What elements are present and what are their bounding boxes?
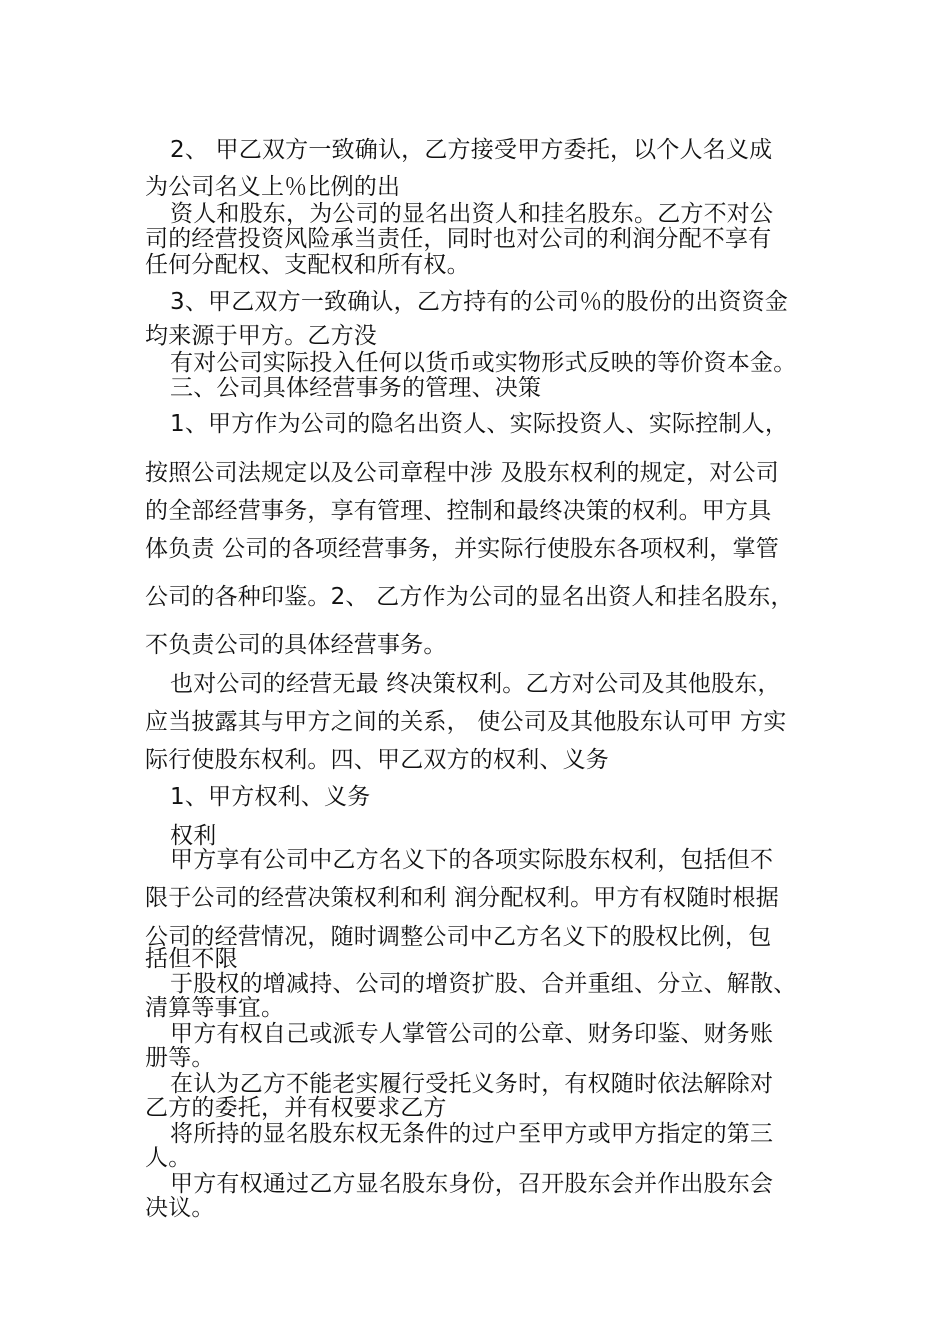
text-line: 权利 [170, 823, 217, 849]
text-line: 册等。 [145, 1045, 215, 1071]
text-line: 1、甲方权利、义务 [170, 784, 371, 810]
text-line: 也对公司的经营无最 终决策权利。乙方对公司及其他股东， [170, 671, 781, 697]
text-line: 不负责公司的具体经营事务。 [145, 632, 447, 658]
text-line: 均来源于甲方。乙方没 [145, 323, 377, 349]
text-line: 甲方有权通过乙方显名股东身份，召开股东会并作出股东会 [170, 1171, 774, 1197]
text-line: 甲方有权自己或派专人掌管公司的公章、财务印鉴、财务账 [170, 1021, 774, 1047]
text-line: 1、甲方作为公司的隐名出资人、实际投资人、实际控制人， [170, 411, 789, 437]
text-line: 体负责 公司的各项经营事务，并实际行使股东各项权利，掌管 [145, 536, 779, 562]
text-line: 公司的经营情况，随时调整公司中乙方名义下的股权比例，包 [145, 924, 772, 950]
text-line: 的全部经营事务，享有管理、控制和最终决策的权利。甲方具 [145, 498, 772, 524]
text-line: 在认为乙方不能老实履行受托义务时，有权随时依法解除对 [170, 1071, 774, 1097]
text-line: 2、 甲乙双方一致确认，乙方接受甲方委托，以个人名义成 [170, 137, 773, 163]
text-line: 人。 [145, 1145, 192, 1171]
section-heading: 三、公司具体经营事务的管理、决策 [170, 375, 542, 401]
text-line: 决议。 [145, 1195, 215, 1221]
text-line: 按照公司法规定以及公司章程中涉 及股东权利的规定，对公司 [145, 460, 779, 486]
text-line: 资人和股东，为公司的显名出资人和挂名股东。乙方不对公 [170, 201, 774, 227]
text-line: 限于公司的经营决策权利和利 润分配权利。甲方有权随时根据 [145, 885, 779, 911]
text-line: 为公司名义上％比例的出 [145, 174, 401, 200]
text-line: 3、甲乙双方一致确认，乙方持有的公司％的股份的出资资金 [170, 289, 789, 315]
text-line: 将所持的显名股东权无条件的过户至甲方或甲方指定的第三 [170, 1121, 774, 1147]
text-line: 际行使股东权利。四、甲乙双方的权利、义务 [145, 747, 609, 773]
text-line: 乙方的委托，并有权要求乙方 [145, 1095, 447, 1121]
text-line: 公司的各种印鉴。2、 乙方作为公司的显名出资人和挂名股东， [145, 584, 794, 610]
text-line: 于股权的增减持、公司的增资扩股、合并重组、分立、解散、 [170, 971, 797, 997]
text-line: 应当披露其与甲方之间的关系， 使公司及其他股东认可甲 方实 [145, 709, 787, 735]
text-line: 有对公司实际投入任何以货币或实物形式反映的等价资本金。 [170, 350, 797, 376]
text-line: 清算等事宜。 [145, 995, 285, 1021]
text-line: 甲方享有公司中乙方名义下的各项实际股东权利，包括但不 [170, 847, 774, 873]
text-line: 任何分配权、支配权和所有权。 [145, 252, 470, 278]
text-line: 括但不限 [145, 946, 238, 972]
text-line: 司的经营投资风险承当责任，同时也对公司的利润分配不享有 [145, 226, 772, 252]
